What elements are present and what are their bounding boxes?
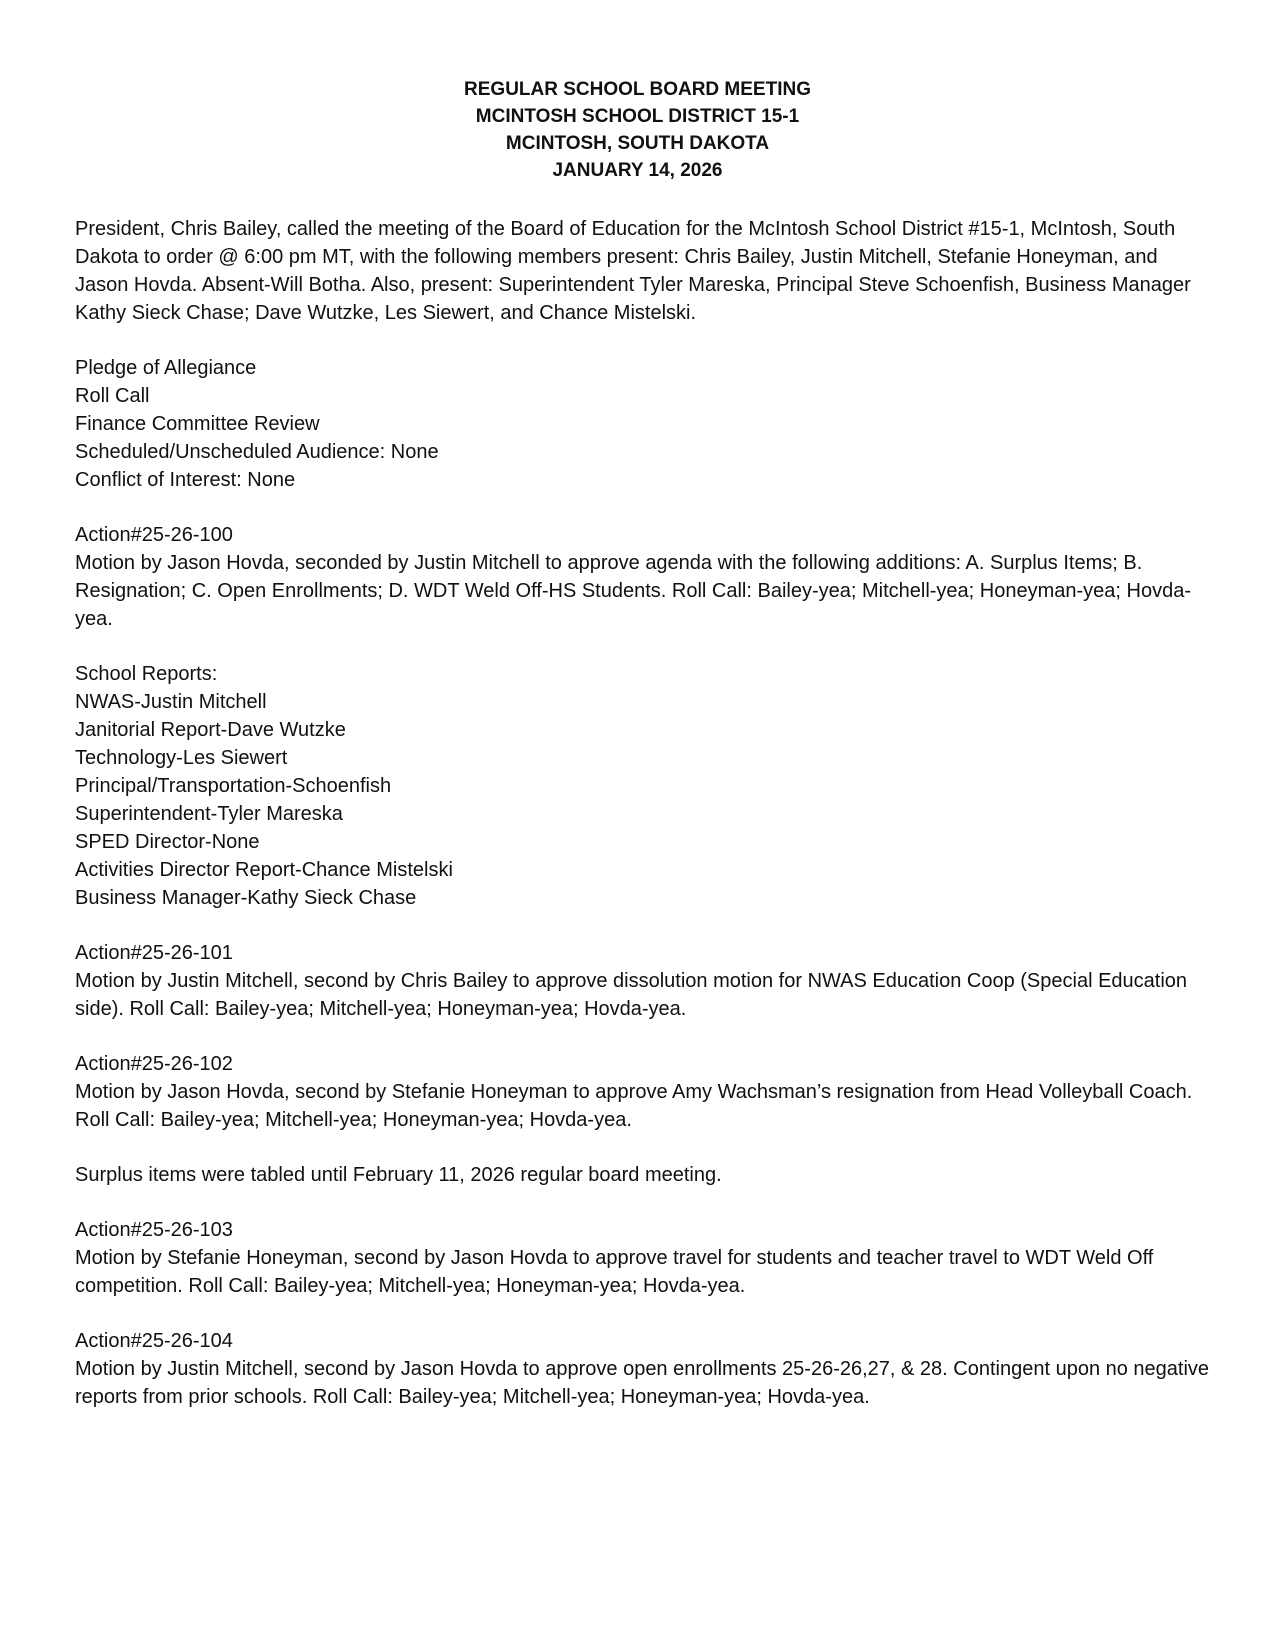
action-103 [75, 1216, 1210, 1300]
list-item: Janitorial Report-Dave Wutzke [75, 719, 346, 741]
list-item: Principal/Transportation-Schoenfish [75, 775, 392, 797]
action-text: Motion by Stefanie Honeyman, second by Jason Hovda to approve travel for students and teacher travel to WDT Weld Off competition. Roll Call: Bailey-yea; Mitchell-yea; Honeyman-yea; Hovda-yea. [75, 1247, 1154, 1297]
header-title: REGULAR SCHOOL BOARD MEETING [464, 79, 811, 100]
action-text: Motion by Jason Hovda, seconded by Justin Mitchell to approve agenda with the following additions: A. Surplus Items; B. Resignation; C. Open Enrollments; D. WDT Weld Off-HS Students. Roll Call: Bailey-yea; Mitchell-yea; Honeyman-yea; Hovda-yea. [75, 552, 1191, 630]
intro-paragraph: President, Chris Bailey, called the meeting of the Board of Education for the McIntosh School District #15-1, McIntosh, South Dakota to order @ 6:00 pm MT, with the following members present: Chris Bailey, Justin Mitchell, Stefanie Honeyman, and Jason Hovda. Absent-Will Botha. Also, present: Superintendent Tyler Mareska, Principal Steve Schoenfish, Business Manager Kathy Sieck Chase; Dave Wutzke, Les Siewert, and Chance Mistelski. [75, 218, 1191, 324]
action-text: Motion by Jason Hovda, second by Stefanie Honeyman to approve Amy Wachsman’s resignation from Head Volleyball Coach. Roll Call: Bailey-yea; Mitchell-yea; Honeyman-yea; Hovda-yea. [75, 1081, 1193, 1131]
list-item: Scheduled/Unscheduled Audience: None [75, 441, 439, 463]
action-100 [75, 521, 1210, 633]
header-district: MCINTOSH SCHOOL DISTRICT 15-1 [475, 106, 800, 127]
action-text: Motion by Justin Mitchell, second by Chris Bailey to approve dissolution motion for NWAS Education Coop (Special Education side). Roll Call: Bailey-yea; Mitchell-yea; Honeyman-yea; Hovda-yea. [75, 970, 1188, 1020]
action-id: Action#25-26-104 [75, 1330, 233, 1352]
action-id: Action#25-26-101 [75, 942, 233, 964]
list-item: Roll Call [75, 385, 150, 407]
action-text: Motion by Justin Mitchell, second by Jason Hovda to approve open enrollments 25-26-26,27, & 28. Contingent upon no negative reports from prior schools. Roll Call: Bailey-yea; Mitchell-yea; Honeyman-yea; Hovda-yea. [75, 1358, 1210, 1408]
school-reports-heading: School Reports: [75, 663, 218, 685]
action-id: Action#25-26-103 [75, 1219, 233, 1241]
list-item: Activities Director Report-Chance Mistelski [75, 859, 453, 881]
list-item: Superintendent-Tyler Mareska [75, 803, 343, 825]
list-item: Pledge of Allegiance [75, 357, 257, 379]
header-location: MCINTOSH, SOUTH DAKOTA [505, 133, 770, 154]
action-101 [75, 939, 1210, 1023]
action-id: Action#25-26-100 [75, 524, 233, 546]
agenda-list [75, 354, 1210, 494]
action-id: Action#25-26-102 [75, 1053, 233, 1075]
surplus-note: Surplus items were tabled until February 11, 2026 regular board meeting. [75, 1164, 722, 1186]
header-date: JANUARY 14, 2026 [552, 160, 723, 181]
list-item: Finance Committee Review [75, 413, 320, 435]
list-item: Business Manager-Kathy Sieck Chase [75, 887, 417, 909]
action-102 [75, 1050, 1210, 1134]
list-item: NWAS-Justin Mitchell [75, 691, 267, 713]
school-reports-list [75, 660, 1210, 912]
list-item: SPED Director-None [75, 831, 260, 853]
list-item: Technology-Les Siewert [75, 747, 288, 769]
list-item: Conflict of Interest: None [75, 469, 296, 491]
document-header [0, 76, 1275, 184]
action-104 [75, 1327, 1210, 1411]
document-body [75, 215, 1210, 1438]
